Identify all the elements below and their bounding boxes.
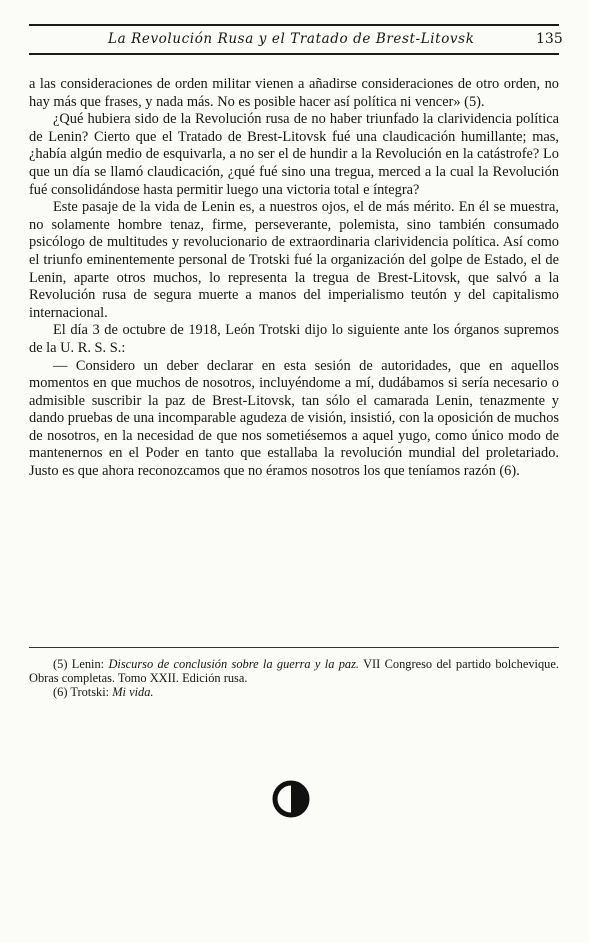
paragraph-5-quote: — Considero un deber declarar en esta sesión de autoridades, que en aquellos momentos en que muchos de nosotros, incluyéndome a mí, dudábamos si sería necesario o admisible suscribir la paz de Brest-Litovsk, tan sólo el camarada Lenin, tenazmente y dando pruebas de una incomparable agudeza de visión, insistió, con la oposición de muchos de nosotros, en la necesidad de que nos sometiésemos a aquel yugo, como único modo de mantenernos en el Poder en tanto que estallaba la revolución mundial del proletariado. Justo es que ahora reconozcamos que no éramos nosotros los que teníamos razón (6). xyxy=(29,357,559,480)
footnote-6 xyxy=(29,685,559,699)
paragraph-3: Este pasaje de la vida de Lenin es, a nuestros ojos, el de más mérito. En él se muestra, no solamente hombre tenaz, firme, perseverante, polemista, sino también consumado psicólogo de multitudes y revolucionario de extraordinaria clarividencia política. Así como el triunfo eminentemente personal de Trotski fué la organización del golpe de Estado, el de Lenin, aparte otros muchos, lo representa la tregua de Brest-Litovsk, que salvó a la Revolución rusa de segura muerte a manos del imperialismo teutón y del capitalismo internacional. xyxy=(29,199,559,321)
header-rule-bottom xyxy=(29,53,559,55)
footnote-divider xyxy=(29,647,559,648)
half-filled-circle-icon xyxy=(271,779,311,819)
footnote-5-title: Discurso de conclusión sobre la guerra y la paz. xyxy=(108,657,360,671)
footnotes xyxy=(29,657,559,699)
page-number: 135 xyxy=(536,31,563,47)
footnote-6-title: Mi vida. xyxy=(112,685,154,699)
running-header-title: La Revolución Rusa y el Tratado de Brest-Litovsk xyxy=(108,31,475,47)
paragraph-1: a las consideraciones de orden militar vienen a añadirse consideraciones de otro orden, no hay más que frases, y nada más. No es posible hacer así política ni vencer» (5). xyxy=(29,76,559,110)
header-rule-top xyxy=(29,24,559,26)
paragraph-4: El día 3 de octubre de 1918, León Trotski dijo lo siguiente ante los órganos supremos de la U. R. S. S.: xyxy=(29,322,559,356)
footnote-5-rest: VII Congreso del partido bolchevique. Obras completas. Tomo XXII. Edición rusa. xyxy=(29,657,559,685)
footnote-5 xyxy=(29,657,559,685)
paragraph-2: ¿Qué hubiera sido de la Revolución rusa de no haber triunfado la clarividencia política de Lenin? Cierto que el Tratado de Brest-Litovsk fué una claudicación humillante; mas, ¿había algún medio de esquivarla, a no ser el de hundir a la Revolución en la catástrofe? Lo que un día se llamó claudicación, ¿qué fué sino una tregua, merced a la cual la Revolución fué consolidándose hasta permitir luego una victoria total e íntegra? xyxy=(29,111,559,198)
footnote-6-prefix: (6) Trotski: xyxy=(53,685,113,699)
footnote-5-prefix: (5) Lenin: xyxy=(53,657,109,671)
page-body xyxy=(29,76,559,481)
